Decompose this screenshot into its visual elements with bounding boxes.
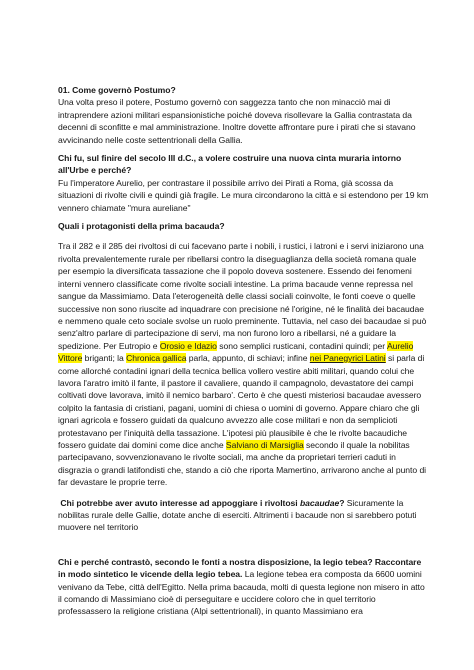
highlight-aurelio-vittore: Aurelio Vittore — [58, 340, 414, 364]
answer-3-text: parla, appunto, di schiavi; infine — [186, 353, 310, 364]
answer-3 — [58, 240, 430, 488]
question-4-mark: ? — [339, 497, 345, 508]
highlight-salviano: Salviano di Marsiglia — [225, 439, 304, 450]
answer-2: Fu l'imperatore Aurelio, per contrastare il possibile arrivo dei Pirati a Roma, già scossa da situazioni di rivolte civili e quindi già fragile. Le mura circondarono la città e si estendono per 19 km vennero chiamate "mura aureliane" — [58, 177, 429, 213]
document-page — [58, 84, 430, 618]
answer-3-text: secondo il quale la nobilitas partecipavano, sovvenzionavano le rivolte sociali, ma anche da proprietari terrieri caduti in disgrazia o grandi latifondisti che, stando a ciò che riporta Mamertino, arrivarono anche al punto di far devastare le proprie terre. — [58, 439, 427, 488]
question-5: Chi e perché contrastò, secondo le fonti a nostra disposizione, la legio tebea? Raccontare in modo sintetico le vicende della legio tebea. — [58, 556, 422, 580]
question-4 — [60, 498, 344, 508]
question-2: Chi fu, sul finire del secolo III d.C., a volere costruire una nuova cinta muraria intorno all'Urbe e perché? — [58, 153, 402, 176]
answer-1: Una volta preso il potere, Postumo governò con saggezza tanto che non minacciò mai di intraprendere azioni militari espansionistiche poiché doveva risollevare la Gallia contrastata da decenni di sconfitte e mal amministrazione. Inoltre dovette affrontare pure i pirati che si stavano avvicinando nelle coste settentrionali della Gallia. — [58, 97, 416, 145]
answer-3-text: si parla di come allorché contadini ignari della tecnica bellica vollero vestire abiti militari, quando colui che lavora l'aratro imitò il fante, il pastore il cavaliere, quando il campagnolo, devastatore dei campi coltivati dove lavorava, imitò il nemico barbaro'. Certo è che questi misteriosi bacaudae avessero colpito la fantasia di cristiani, pagani, uomini di chiesa o uomini di governo. Appare chiaro che gli ignari agricola e fossero guidati da qualcuno avvezzo alle cose militari e non da semplicioti protestavano per l'iniquità della tassazione. L'ipotesi più plausibile è che le rivolte bacaudiche fossero guidate dai domini come dice anche — [58, 353, 425, 450]
question-4-text: Chi potrebbe aver avuto interesse ad appoggiare i rivoltosi — [60, 497, 300, 508]
question-1: 01. Come governò Postumo? — [58, 85, 176, 95]
highlight-orosio-idazio: Orosio e Idazio — [159, 340, 217, 351]
question-answer-5 — [58, 556, 430, 618]
question-3: Quali i protagonisti della prima bacauda? — [58, 221, 225, 232]
highlight-chronica-gallica: Chronica gallica — [126, 353, 187, 364]
answer-3-text: sono semplici rusticani, contadini quindi; per — [216, 340, 387, 351]
question-answer-4 — [58, 497, 430, 534]
answer-3-text: Tra il 282 e il 285 dei rivoltosi di cui facevano parte i nobili, i rustici, i latroni e i servi iniziarono una rivolta prevalentemente rurale per ribellarsi contro la diseguaglianza della società romana quale per esempio la diversificata tassazione che il popolo doveva sostenere. Essendo dei fenomeni interni vennero classificate come rivolte sociali intestine. La prima bacaude venne repressa nel sangue da Massimiamo. Data l'eterogeneità delle classi sociali coinvolte, le fonti coeve o quelle successive non sono riuscite ad inquadrare con precisione né l'origine, né le finalità dei bacaudae e nemmeno quale ceto sociale svolse un ruolo preminente. Tuttavia, nel caso dei bacaudae si può senz'altro parlare di partecipazione di servi, ma non furono loro a ribellarsi, né a guidare la spedizione. Per Eutropio e — [58, 241, 427, 351]
answer-4: Sicuramente la nobilitas rurale delle Gallie, dotate anche di eserciti. Altrimenti i bacaude non si sarebbero potuti muovere nel territorio — [58, 497, 417, 533]
answer-5: La legione tebea era composta da 6600 uomini venivano da Tebe, città dell'Egitto. Nella prima bacauda, molti di questa legione non misero in atto il comando di Massimiano cioè di perseguitare e uccidere coloro che in quel territorio professassero la religione cristiana (Alpi settentrionali), in quanto Massimiano era — [58, 569, 425, 617]
answer-3-text: briganti; la — [82, 353, 127, 364]
highlight-panegyrici-latini: nei Panegyrici Latini — [309, 353, 386, 364]
question-4-italic: bacaudae — [299, 497, 340, 508]
